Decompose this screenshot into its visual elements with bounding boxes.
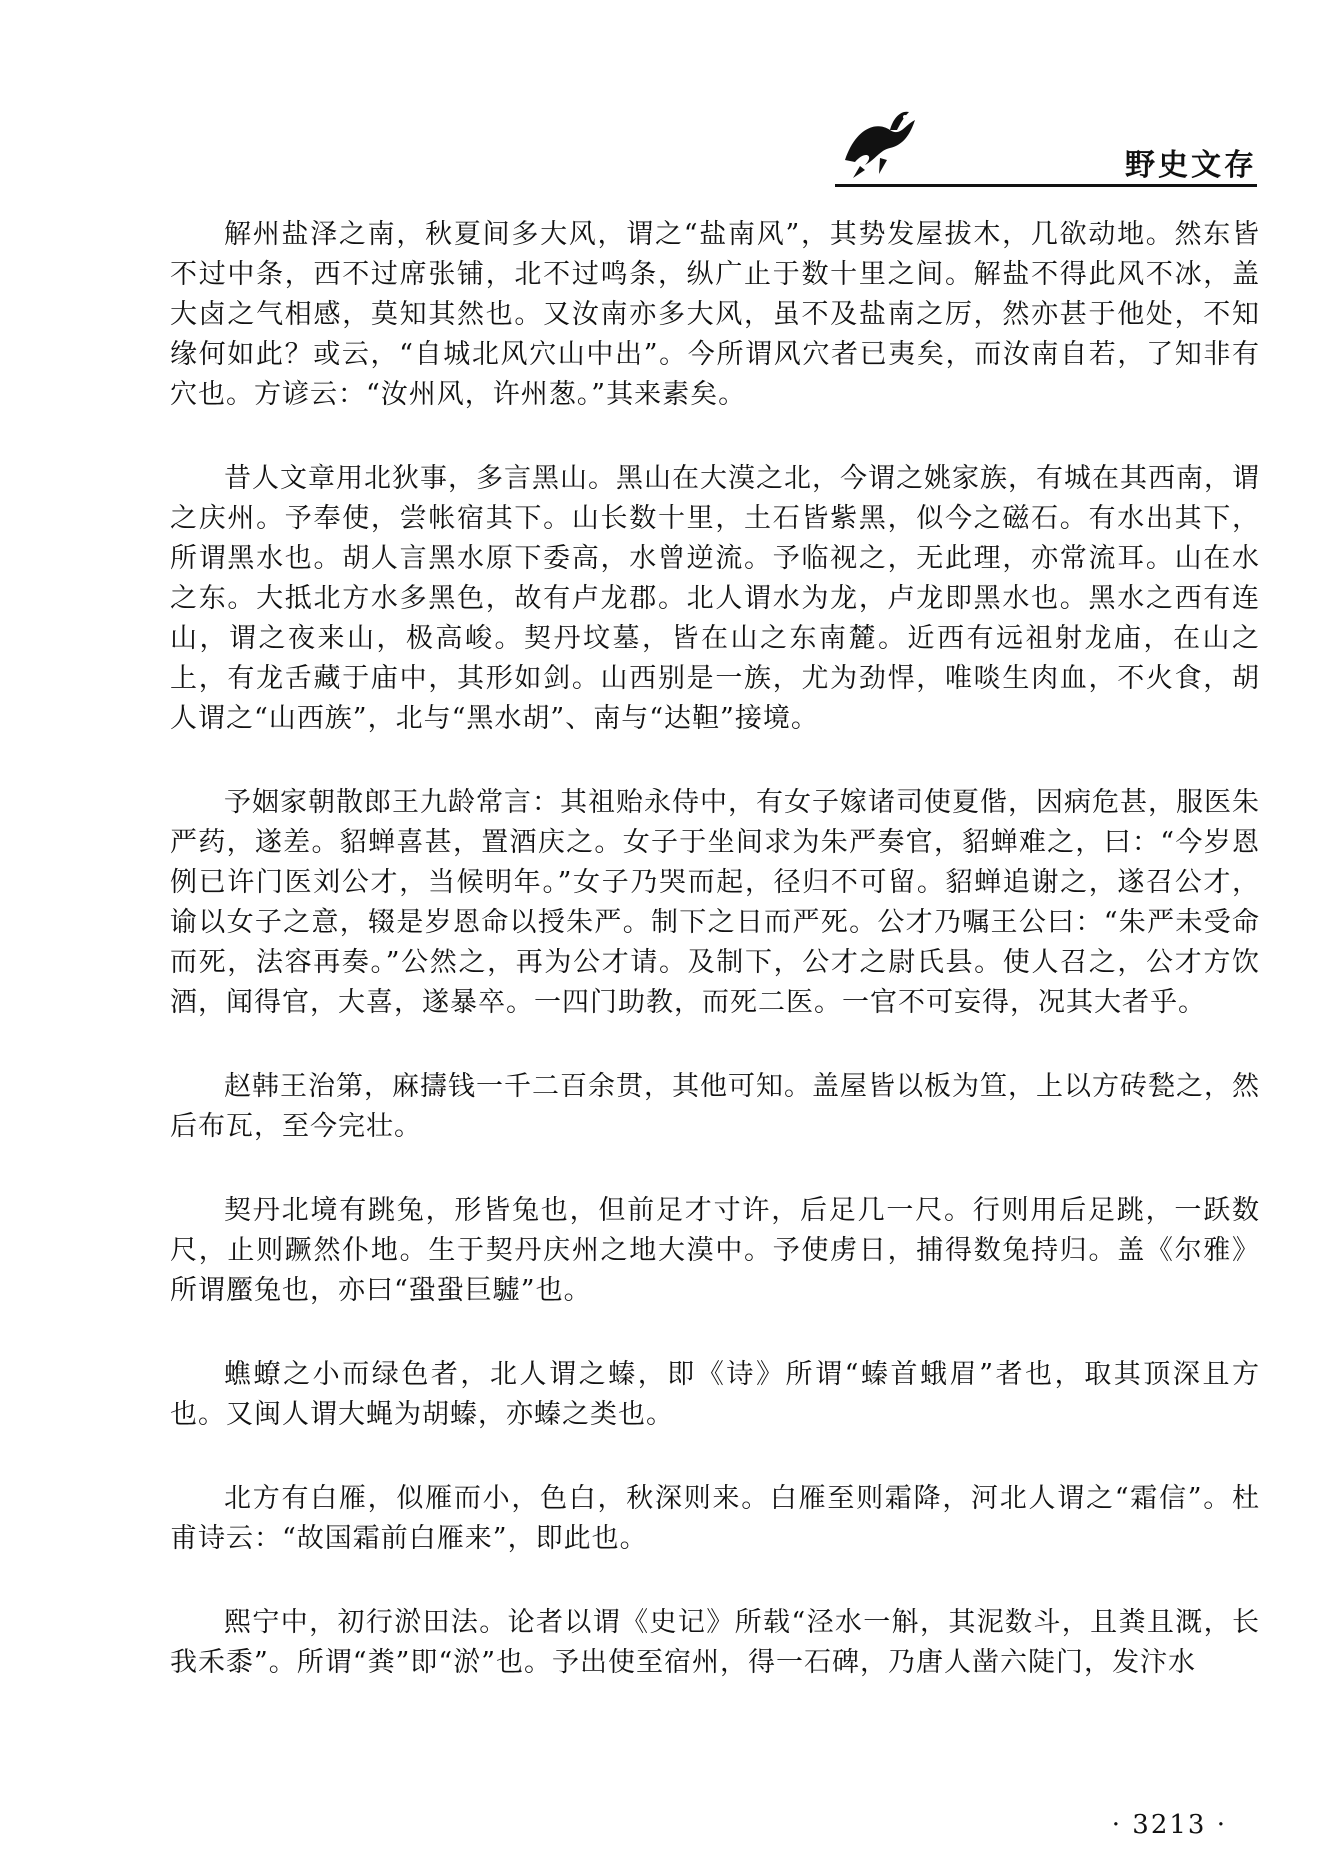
book-title: 野史文存 [1125,148,1257,183]
page-number: · 3213 · [1111,1810,1227,1840]
paragraph: 赵韩王治第，麻擣钱一千二百余贯，其他可知。盖屋皆以板为笪，上以方砖甃之，然后布瓦，至今完壮。 [170,1071,1260,1142]
paragraph: 北方有白雁，似雁而小，色白，秋深则来。白雁至则霜降，河北人谓之“霜信”。杜甫诗云：“故国霜前白雁来”，即此也。 [170,1483,1260,1554]
paragraph: 解州盐泽之南，秋夏间多大风，谓之“盐南风”，其势发屋拔木，几欲动地。然东皆不过中条，西不过席张铺，北不过鸣条，纵广止于数十里之间。解盐不得此风不冰，盖大卤之气相感，莫知其然也。又汝南亦多大风，虽不及盐南之厉，然亦甚于他处，不知缘何如此？或云，“自城北风穴山中出”。今所谓风穴者已夷矣，而汝南自若，了知非有穴也。方谚云：“汝州风，许州葱。”其来素矣。 [170,219,1260,410]
paragraph: 契丹北境有跳兔，形皆兔也，但前足才寸许，后足几一尺。行则用后足跳，一跃数尺，止则蹶然仆地。生于契丹庆州之地大漠中。予使虏日，捕得数兔持归。盖《尔雅》所谓蟨兔也，亦曰“蛩蛩巨驉”也。 [170,1195,1260,1306]
paragraph: 予姻家朝散郎王九龄常言：其祖贻永侍中，有女子嫁诸司使夏偕，因病危甚，服医朱严药，遂差。貂蝉喜甚，置酒庆之。女子于坐间求为朱严奏官，貂蝉难之，曰：“今岁恩例已许门医刘公才，当候明年。”女子乃哭而起，径归不可留。貂蝉追谢之，遂召公才，谕以女子之意，辍是岁恩命以授朱严。制下之日而严死。公才乃嘱王公曰：“朱严未受命而死，法容再奏。”公然之，再为公才请。及制下，公才之尉氏县。使人召之，公才方饮酒，闻得官，大喜，遂暴卒。一四门助教，而死二医。一官不可妄得，况其大者乎。 [170,787,1260,1018]
running-header [835,100,1257,190]
dragon-emblem-icon [835,100,930,180]
header-rule [835,184,1257,187]
paragraph: 昔人文章用北狄事，多言黑山。黑山在大漠之北，今谓之姚家族，有城在其西南，谓之庆州。予奉使，尝帐宿其下。山长数十里，土石皆紫黑，似今之磁石。有水出其下，所谓黑水也。胡人言黑水原下委高，水曾逆流。予临视之，无此理，亦常流耳。山在水之东。大抵北方水多黑色，故有卢龙郡。北人谓水为龙，卢龙即黑水也。黑水之西有连山，谓之夜来山，极高峻。契丹坟墓，皆在山之东南麓。近西有远祖射龙庙，在山之上，有龙舌藏于庙中，其形如剑。山西别是一族，尤为劲悍，唯啖生肉血，不火食，胡人谓之“山西族”，北与“黑水胡”、南与“达靼”接境。 [170,463,1260,734]
paragraph: 蟭蟟之小而绿色者，北人谓之螓，即《诗》所谓“螓首蛾眉”者也，取其顶深且方也。又闽人谓大蝇为胡螓，亦螓之类也。 [170,1359,1260,1430]
paragraph: 熙宁中，初行淤田法。论者以谓《史记》所载“泾水一斛，其泥数斗，且粪且溉，长我禾黍”。所谓“粪”即“淤”也。予出使至宿州，得一石碑，乃唐人凿六陡门，发汴水 [170,1607,1260,1678]
document-body [170,215,1260,1727]
